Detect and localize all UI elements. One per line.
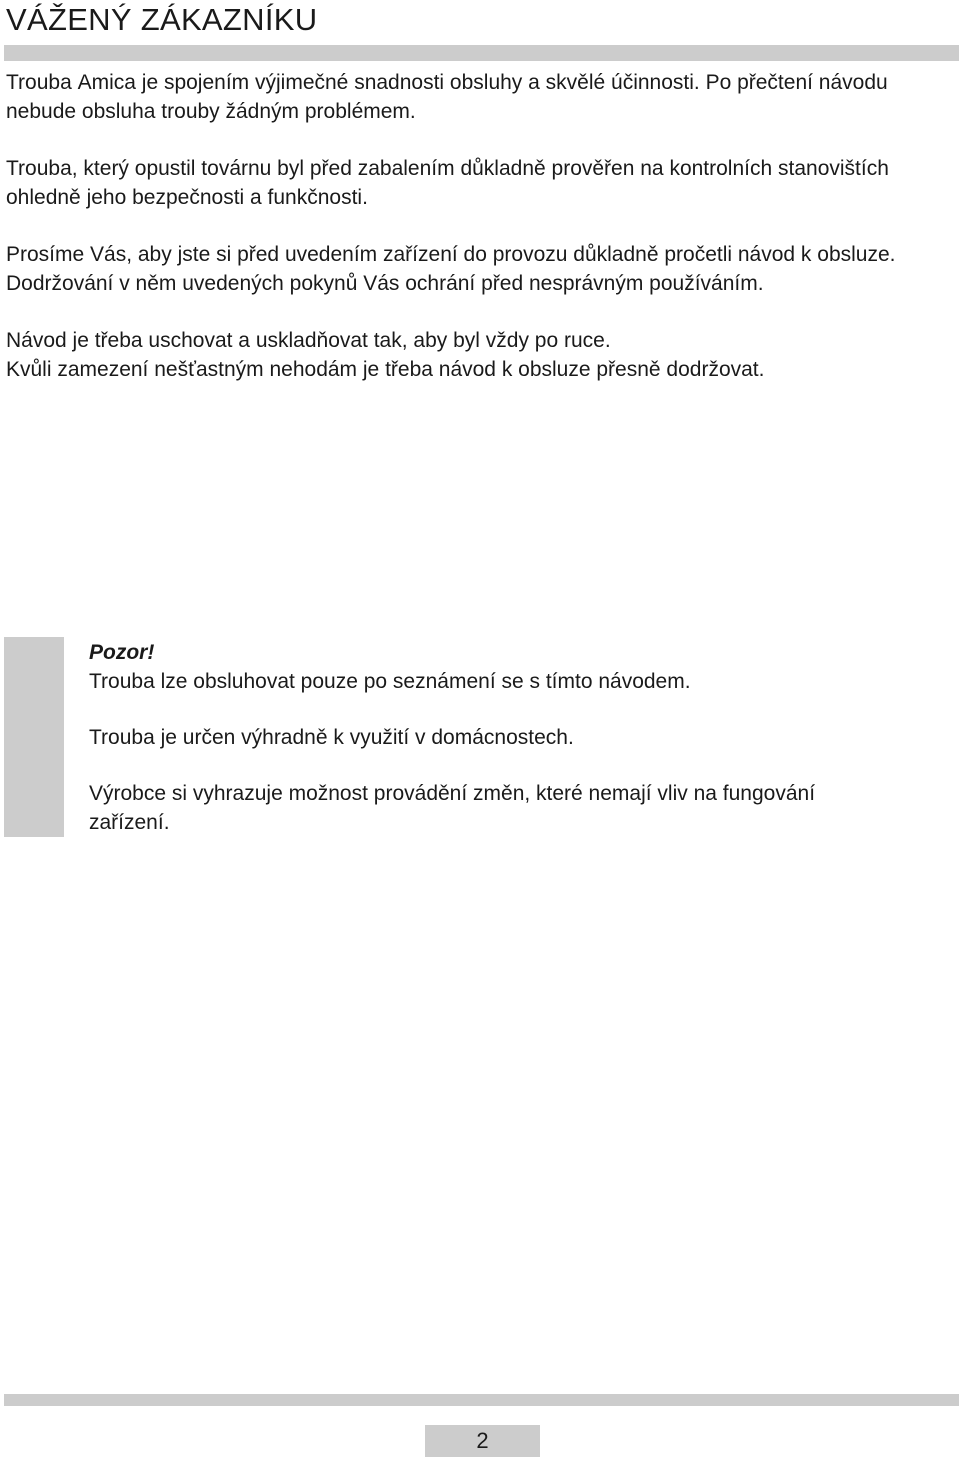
intro-paragraph-3 [6,240,958,298]
warning-line: Trouba je určen výhradně k využití v domácnostech. [89,726,574,749]
page-heading: VÁŽENÝ ZÁKAZNÍKU [6,2,318,37]
warning-line: Trouba lze obsluhovat pouze po seznámení se s tímto návodem. [89,670,691,693]
warning-side-bar [4,637,64,837]
warning-title: Pozor! [89,641,155,664]
paragraph-line: nebude obsluha trouby žádným problémem. [6,100,416,123]
paragraph-line: Prosíme Vás, aby jste si před uvedením zařízení do provozu důkladně pročetli návod k obsluze. [6,243,896,266]
paragraph-line: Kvůli zamezení nešťastným nehodám je třeba návod k obsluze přesně dodržovat. [6,358,765,381]
paragraph-line: Troubа Amica je spojením výjimečné snadnosti obsluhy a skvělé účinnosti. Po přečtení návodu [6,71,888,94]
paragraph-line: Dodržování v něm uvedených pokynů Vás ochrání před nesprávným používáním. [6,272,764,295]
intro-paragraph-2 [6,154,958,212]
spacer [89,696,949,723]
paragraph-line: Trouba, který opustil továrnu byl před zabalením důkladně prověřen na kontrolních stanovištích [6,157,889,180]
intro-paragraph-1 [6,68,958,126]
footer-rule [4,1394,959,1406]
page-number: 2 [425,1425,540,1457]
warning-line: Výrobce si vyhrazuje možnost provádění změn, které nemají vliv na fungování [89,782,816,805]
paragraph-line: ohledně jeho bezpečnosti a funkčnosti. [6,186,368,209]
warning-line: zařízení. [89,811,170,834]
header-rule [4,45,959,61]
paragraph-line: Návod je třeba uschovat a uskladňovat tak, aby byl vždy po ruce. [6,329,611,352]
warning-note [89,638,949,837]
intro-paragraph-4 [6,326,958,384]
spacer [89,752,949,779]
